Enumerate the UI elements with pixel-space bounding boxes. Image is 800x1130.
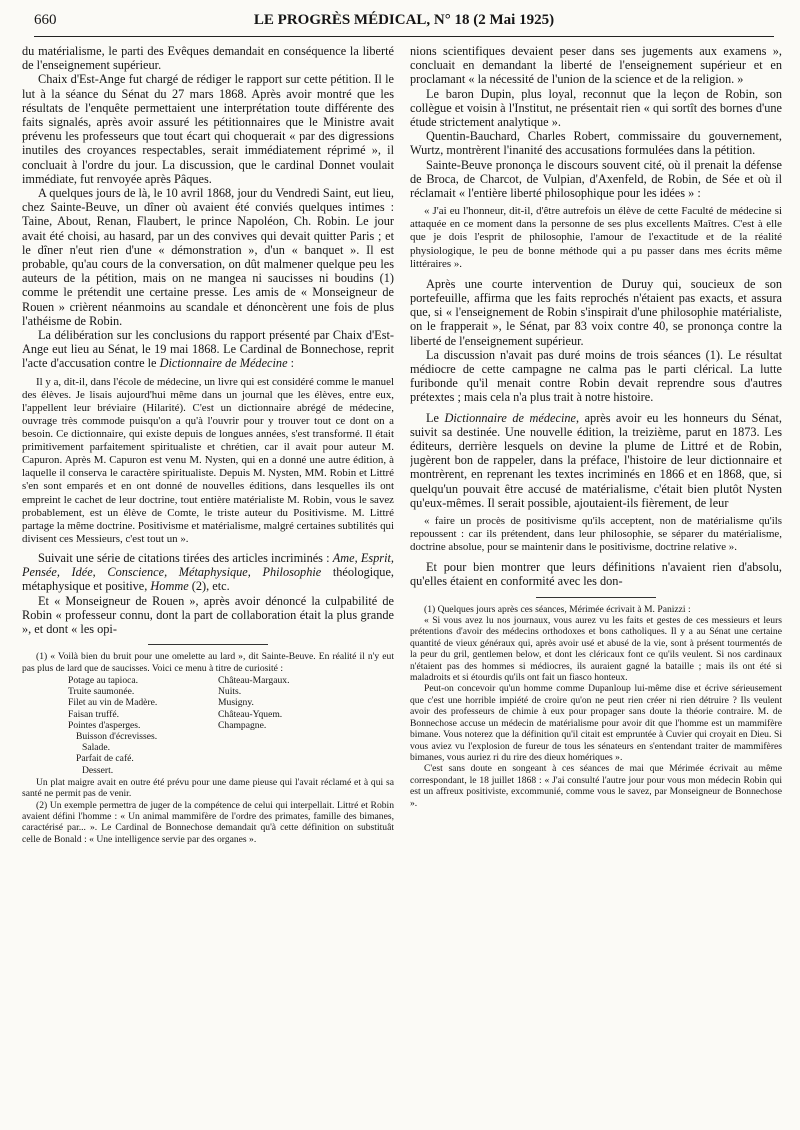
footnote-divider: [148, 644, 268, 645]
menu-dish: Truite saumonée.: [68, 686, 135, 698]
book-title: Dictionnaire de médecine: [444, 410, 576, 425]
paragraph: Sainte-Beuve prononça le discours souvent cité, où il prenait la défense de Broca, de Charcot, de Vulpian, d'Axenfeld, de Robin, de Sée et où il réclamait « l'entière liberté philosophique pour les idées » :: [410, 157, 782, 201]
paragraph: Le baron Dupin, plus loyal, reconnut que la leçon de Robin, son collègue et voisin à l'Institut, ne présentait rien « qui sortît des bornes d'une étude strictement analytique ».: [410, 86, 782, 130]
footnote: Un plat maigre avait en outre été prévu pour une dame pieuse qui l'avait réclamé et à qui sa santé ne permit pas de venir.: [22, 776, 394, 800]
menu-dish: Parfait de café.: [76, 753, 134, 765]
footnote-quote: « Si vous avez lu nos journaux, vous aurez vu les faits et gestes de ces messieurs et leurs prétentions d'avoir des médecins orthodoxes et bons catholiques. Il y a au Sénat une certaine quantité de vieux généraux qui, après avoir usé et abusé de la vie, sont à présent tourmentés de la peur du gril, gentlemen below, et dont les cléricaux font ce qu'ils veulent. Si nos cardinaux n'étaient pas des hommes si médiocres, ils auraient gagné la bataille ; mais ils ont été si maladroits et si étourdis qu'ils ont fait un fiasco honteux.: [410, 615, 782, 684]
menu-dish: Pointes d'asperges.: [68, 719, 141, 731]
menu-wine: Nuits.: [218, 686, 242, 698]
paragraph: nions scientifiques devaient peser dans ses jugements aux examens », concluait en demandant la liberté de l'enseignement supérieur et en proclamant « la nécessité de l'union de la science et de la religion. »: [410, 44, 782, 87]
paragraph-text: (2), etc.: [188, 579, 230, 594]
menu-dish: Salade.: [82, 742, 110, 754]
footnote: (1) « Voilà bien du bruit pour une omelette au lard », dit Sainte-Beuve. En réalité il n'y eut pas plus de lard que de saucisses. Voici ce menu à titre de curiosité :: [22, 651, 394, 674]
block-quote: « faire un procès de positivisme qu'ils acceptent, non de matérialisme qu'ils repoussent : car ils prétendent, dans leur philosophie, se séparer du matérialisme, doctrine absolue, pour se maintenir dans le positivisme, doctrine relative ».: [410, 514, 782, 554]
dinner-menu: [68, 675, 394, 776]
menu-dish: Faisan truffé.: [68, 708, 119, 720]
menu-dish: Buisson d'écrevisses.: [76, 730, 158, 742]
article-term: Homme: [150, 579, 189, 594]
footnote-quote: Peut-on concevoir qu'un homme comme Dupanloup lui-même dise et écrive sérieusement que c'est une horrible impiété de croire qu'on ne peut rien créer ni rien détruire ? Ils veulent avoir des professeurs de chimie à eux pour propager sans doute la théorie contraire. M. de Bonnechose accuse un médecin de matérialisme pour avoir dit que l'homme est un mammifère bimane. Vous noterez que la définition qu'il citait est empruntée à Cuvier qui croyait en Dieu. Si vous aviez vu l'explosion de fureur de tous les sénateurs en s'entendant traiter de mammifères bimanes, vous auriez ri du rire des dieux homériques ».: [410, 683, 782, 763]
menu-wine: Château-Margaux.: [218, 674, 290, 686]
menu-wine: Champagne.: [218, 719, 267, 731]
paragraph: La discussion n'avait pas duré moins de trois séances (1). Le résultat médiocre de cette campagne ne calma pas le parti clérical. La lutte furibonde qu'il menait contre Robin devait reprendre sous d'autres prétextes ; mais cela n'a plus trait à notre histoire.: [410, 347, 782, 405]
footnote: (1) Quelques jours après ces séances, Mérimée écrivait à M. Panizzi :: [424, 603, 691, 615]
right-column: [410, 44, 782, 809]
footnote: C'est sans doute en songeant à ces séances de mai que Mérimée écrivait au même correspondant, le 18 juillet 1868 : « J'ai consulté l'autre jour pour vous mon médecin Robin qui est un affreux positiviste, excommunié, comme vous le savez, par Monseigneur de Bonnechose ».: [410, 763, 782, 809]
paragraph: du matérialisme, le parti des Evêques demandait en conséquence la liberté de l'enseignement supérieur.: [22, 44, 394, 73]
menu-wine: Musigny.: [218, 697, 254, 709]
paragraph-text: Le: [426, 410, 445, 425]
paragraph: [22, 551, 394, 594]
paragraph-text: :: [287, 356, 295, 371]
block-quote: Il y a, dit-il, dans l'école de médecine, un livre qui est considéré comme le manuel des élèves. Je lisais aujourd'hui même dans un journal que les élèves, entre eux, l'appellent leur bréviaire (Hilarité). C'est un dictionnaire abrégé de médecine, ouvrage très commode puisqu'on a qu'à l'ouvrir pour y trouver tout ce dont on a besoin. Ce dictionnaire, qui existe depuis de longues années, s'est transformé. Il était primitivement parfaitement spiritualiste et chrétien, car il avait pour auteur M. Capuron. Après M. Capuron est venu M. Nysten, qui en a donné une autre édition, à laquelle il conserva le caractère spiritualiste. Depuis M. Nysten, MM. Robin et Littré s'en sont emparés et en ont donné de nouvelles éditions, dans lesquelles ils ont empreint le cachet de leur doctrine, tout entière matérialiste M. Robin, vous le savez probablement, est un élève de Comte, le triste auteur du Positivisme. M. Littré partage la même doctrine. Positivisme et matérialisme, malgré certaines subtilités qui divisent ces Messieurs, c'est tout un ».: [22, 375, 394, 545]
left-column: [22, 44, 394, 845]
block-quote: « J'ai eu l'honneur, dit-il, d'être autrefois un élève de cette Faculté de médecine si attaquée en ce moment dans la personne de ses plus excellents Maîtres. C'est à elle que je dois l'esprit de philosophie, l'amour de l'exactitude et de la réalité physiologique, le peu de bonne méthode qui a pu passer dans mes écrits même littéraires ».: [410, 205, 782, 270]
menu-dish: Filet au vin de Madère.: [68, 697, 158, 709]
paragraph-text: théologique, métaphysique et positive,: [22, 565, 394, 594]
journal-title: LE PROGRÈS MÉDICAL, N° 18 (2 Mai 1925): [253, 12, 555, 28]
paragraph-text: La délibération sur les conclusions du rapport présenté par Chaix d'Est-Ange eut lieu au Sénat, le 19 mai 1868. Le Cardinal de Bonnechose, reprit l'acte d'accusation contre le: [22, 328, 394, 371]
page-number: 660: [34, 12, 57, 28]
paragraph-text: Suivait une série de citations tirées des articles incriminés :: [38, 550, 333, 565]
paragraph: [410, 411, 782, 510]
paragraph: Après une courte intervention de Duruy qui, soucieux de son portefeuille, affirma que les faits reprochés n'étaient pas exacts, et assura que, si « l'enseignement de Robin s'inspirait d'une philosophie matérialiste, on le frapperait », le Sénat, par 83 voix contre 40, se prononça contre la liberté de l'enseignement supérieur.: [410, 276, 782, 348]
footnote-divider: [536, 597, 656, 598]
paragraph: Chaix d'Est-Ange fut chargé de rédiger le rapport sur cette pétition. Il le lut à la séance du Sénat du 27 mars 1868. Après avoir montré que les résultats de l'enquête permettaient une interprétation toute différente des faits signalés, après avoir assuré les pétitionnaires que le Ministre avait prévenu les professeurs que tout écart qui choquerait « par des digressions inutiles des croyances respectables, serait immédiatement réprimé », il concluait à l'ordre du jour. La discussion, que le cardinal Donnet voulait immédiate, fut renvoyée après Pâques.: [22, 72, 394, 186]
paragraph: Quentin-Bauchard, Charles Robert, commissaire du gouvernement, Wurtz, montrèrent l'inanité des accusations formulées dans la pétition.: [410, 129, 782, 158]
menu-dish: Potage au tapioca.: [68, 674, 139, 686]
menu-wine: Château-Yquem.: [218, 708, 283, 720]
footnote: (2) Un exemple permettra de juger de la compétence de celui qui interpellait. Littré et Robin avaient défini l'homme : « Un animal mammifère de l'ordre des primates, famille des bimanes, caractérisé par... ». Le Cardinal de Bonnechose demandait qu'à cette définition on substituât celle de Bonald : « Une intelligence servie par des organes ».: [22, 799, 394, 845]
book-title: Dictionnaire de Médecine: [159, 356, 288, 371]
paragraph: A quelques jours de là, le 10 avril 1868, jour du Vendredi Saint, eut lieu, chez Sainte-Beuve, un dîner où avaient été conviés quelques intimes : Taine, About, Renan, Flaubert, le prince Napoléon, Ch. Robin. Le jour avait été choisi, au hasard, par un des convives qui devait quitter Paris ; et le dîner n'eut rien d'une « démonstration », d'un « banquet ». Il est probable, qu'au cours de la conversation, on dût malmener quelque peu les auteurs de la pétition, mais on ne mangea ni saucisses ni boudins (1) comme le prétendit une certaine presse. Les amis de « Monseigneur de Rouen » crièrent néanmoins au scandale et dénoncèrent une fois de plus l'athéisme de Robin.: [22, 186, 394, 328]
page-header: [34, 10, 774, 37]
paragraph-text: , après avoir eu les honneurs du Sénat, suivit sa destinée. Une nouvelle édition, la treizième, parut en 1873. Les éditeurs, derrière lesquels on devine la plume de Littré et de Robin, jugèrent bon de rappeler, dans la préface, l'histoire de leur dictionnaire et montrèrent, en reprenant les textes incriminés en 1866 et en 1868, que, si quelqu'un pouvait être accusé de matérialisme, c'était bien plutôt Nysten qu'eux-mêmes. Il serait possible, ajoutaient-ils fièrement, de leur: [410, 410, 782, 510]
paragraph: Et « Monseigneur de Rouen », après avoir dénoncé la culpabilité de Robin « professeur connu, dont la part de collaboration était la plus grande », et dont « les opi-: [22, 593, 394, 636]
paragraph: Et pour bien montrer que leurs définitions n'avaient rien d'absolu, qu'elles étaient en conformité avec les don-: [410, 560, 782, 589]
article-terms: Ame, Esprit, Pensée, Idée, Conscience, Métaphysique, Philosophie: [22, 550, 394, 580]
menu-dish: Dessert.: [82, 764, 114, 776]
paragraph: [22, 328, 394, 371]
